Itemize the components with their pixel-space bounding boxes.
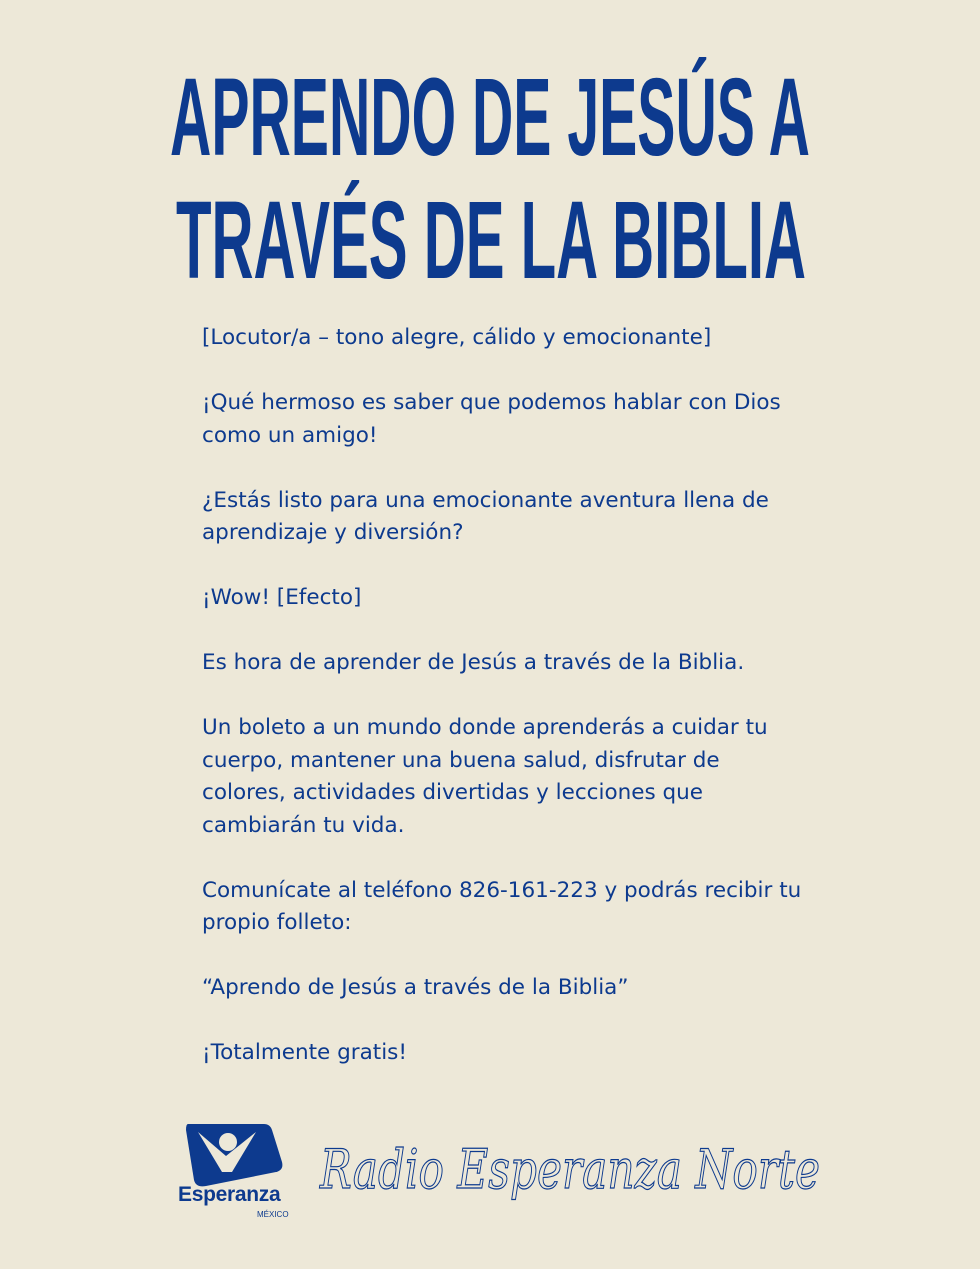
paragraph-quote: “Aprendo de Jesús a través de la Biblia” (202, 975, 629, 1000)
esperanza-logo-icon (176, 1122, 286, 1222)
paragraph: ¡Totalmente gratis! (202, 1040, 408, 1065)
paragraph-contact: Comunícate al teléfono 826-161-223 y podrás recibir tu propio folleto: (202, 877, 802, 935)
title-line-1: APRENDO DE JESÚS A (170, 56, 810, 179)
paragraph: ¡Wow! [Efecto] (202, 585, 362, 610)
paragraph: Un boleto a un mundo donde aprenderás a cuidar tu cuerpo, mantener una buena salud, disfrutar de colores, actividades divertidas y lecciones que cambiarán tu vida. (202, 715, 768, 838)
paragraph: ¡Qué hermoso es saber que podemos hablar con Dios como un amigo! (202, 390, 781, 448)
paragraph: ¿Estás listo para una emocionante aventura llena de aprendizaje y diversión? (202, 487, 769, 545)
paragraph-direction: [Locutor/a – tono alegre, cálido y emocionante] (202, 325, 712, 350)
paragraph: Es hora de aprender de Jesús a través de la Biblia. (202, 650, 745, 675)
logo-subtitle: MÉXICO (257, 1210, 289, 1219)
page-title (0, 0, 980, 310)
script-body (202, 322, 802, 1102)
radio-signature (310, 1120, 830, 1215)
signature-text: Radio Esperanza Norte (319, 1138, 820, 1201)
logo-name: Esperanza (178, 1183, 281, 1206)
title-line-2: TRAVÉS DE LA BIBLIA (176, 179, 806, 302)
